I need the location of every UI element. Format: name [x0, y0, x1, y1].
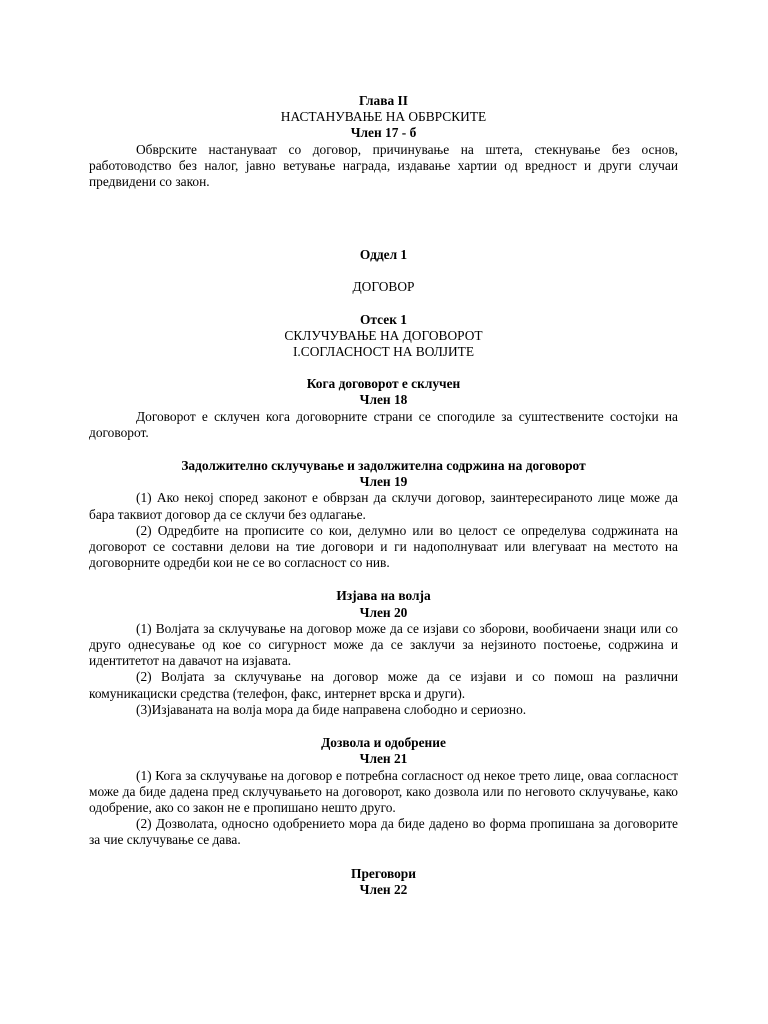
document-body	[89, 93, 678, 898]
spacer	[89, 263, 678, 279]
spacer	[89, 849, 678, 866]
article-18-paragraph-1: Договорот е склучен кога договорните страни се спогодиле за суштествените состојки на договорот.	[89, 408, 678, 440]
article-19-paragraph-1: (1) Ако некој според законот е обврзан да склучи договор, заинтересираното лице може да бара таквиот договор да се склучи без одлагање.	[89, 490, 678, 522]
article-21-heading: Дозвола и одобрение	[321, 735, 446, 751]
subsection-title: СКЛУЧУВАЊЕ НА ДОГОВОРОТ	[284, 327, 483, 343]
chapter-title: НАСТАНУВАЊЕ НА ОБВРСКИТЕ	[280, 109, 487, 125]
article-17b-paragraph: Обврските настануваат со договор, причинување на штета, стекнување без основ, работоводство без налог, јавно ветување награда, издавање хартии од вредност и други случаи предвидени со закон.	[89, 141, 678, 190]
article-19-number: Член 19	[359, 474, 408, 490]
section-label: Оддел 1	[359, 247, 408, 263]
article-19-paragraph-2: (2) Одредбите на прописите со кои, делумно или во целост се определува содржината на договорот се составни делови на тие договори и ги надополнуваат или влегуваат на местото на договорните одредби кои не се во согласност со нив.	[89, 522, 678, 571]
spacer	[89, 441, 678, 458]
article-21-paragraph-1: (1) Кога за склучување на договор е потребна согласност од некое трето лице, оваа согласност може да биде дадена пред склучувањето на договорот, како дозвола или по неговото склучување, како одобрение, ако со закон не е пропишано нешто друго.	[89, 767, 678, 815]
article-17b-number: Член 17 - б	[350, 125, 417, 141]
spacer	[89, 360, 678, 376]
article-18-number: Член 18	[359, 392, 408, 408]
article-20-paragraph-2: (2) Волјата за склучување на договор може да се изјави и со помош на различни комуникациски средства (телефон, факс, интернет врска и други).	[89, 669, 678, 701]
spacer	[89, 296, 678, 312]
spacer	[89, 718, 678, 735]
spacer	[89, 571, 678, 588]
article-20-paragraph-1: (1) Волјата за склучување на договор може да се изјави со зборови, вообичаени знаци или со друго однесување од кое со сигурност може да се заклучи за нејзиното постоење, содржина и идентитетот на давачот на изјавата.	[89, 620, 678, 669]
subsection-label: Отсек 1	[360, 311, 407, 327]
article-21-paragraph-2: (2) Дозволата, односно одобрението мора да биде дадено во форма пропишана за договорите за чие склучување се дава.	[89, 816, 678, 848]
spacer	[89, 190, 678, 247]
article-19-heading: Задолжително склучување и задолжителна содржина на договорот	[181, 458, 586, 474]
article-20-number: Член 20	[359, 604, 408, 620]
article-20-paragraph-3: (3)Изјаваната на волја мора да биде направена слободно и сериозно.	[136, 701, 527, 717]
chapter-label: Глава II	[359, 93, 408, 108]
article-21-number: Член 21	[359, 751, 408, 767]
article-20-heading: Изјава на волја	[336, 588, 431, 604]
article-18-heading: Кога договорот е склучен	[306, 376, 461, 392]
part-title: I.СОГЛАСНОСТ НА ВОЛЈИТЕ	[292, 344, 475, 360]
section-title: ДОГОВОР	[352, 279, 415, 295]
article-22-heading: Преговори	[351, 865, 416, 881]
article-22-number: Член 22	[359, 881, 408, 897]
